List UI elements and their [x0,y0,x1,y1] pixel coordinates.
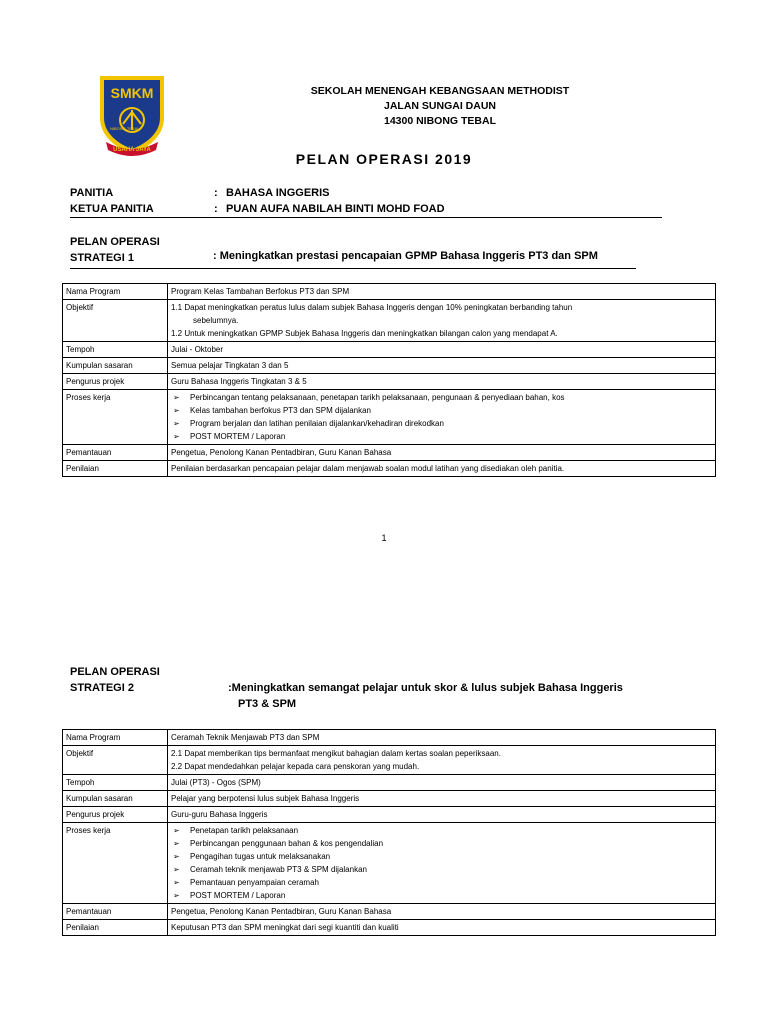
list-item-text: Kelas tambahan berfokus PT3 dan SPM dijalankan [190,406,371,415]
row-label: Pemantauan [63,445,168,461]
school-header [260,84,620,129]
table-row [63,920,716,936]
strategy2-objective [228,680,623,712]
arrow-bullet-icon: ➢ [173,419,180,428]
row-value: Program Kelas Tambahan Berfokus PT3 dan SPM [168,284,716,300]
colon: : [214,187,218,199]
table-row [63,374,716,390]
list-item [171,824,712,837]
table-row [63,300,716,342]
row-value: Keputusan PT3 dan SPM meningkat dari segi kuantiti dan kualiti [168,920,716,936]
list-item-text: Penetapan tarikh pelaksanaan [190,826,299,835]
table-row [63,445,716,461]
strategy1-heading-line2: STRATEGI 1 [70,252,134,264]
strategy2-objective-line2: PT3 & SPM [238,698,297,710]
arrow-bullet-icon: ➢ [173,891,180,900]
row-label: Tempoh [63,775,168,791]
strategy2-objective-line1: :Meningkatkan semangat pelajar untuk skor & lulus subjek Bahasa Inggeris [228,682,623,694]
table-row [63,823,716,904]
list-item [171,430,712,443]
row-value [168,746,716,775]
row-value: Ceramah Teknik Menjawab PT3 dan SPM [168,730,716,746]
table-row [63,791,716,807]
list-item-text: POST MORTEM / Laporan [190,432,286,441]
row-value: Semua pelajar Tingkatan 3 dan 5 [168,358,716,374]
arrow-bullet-icon: ➢ [173,839,180,848]
table-row [63,284,716,300]
row-value [168,823,716,904]
row-value: Pengetua, Penolong Kanan Pentadbiran, Guru Kanan Bahasa [168,445,716,461]
divider [70,268,636,269]
crest-text: SMKM [110,85,154,101]
arrow-bullet-icon: ➢ [173,878,180,887]
school-address-line1: JALAN SUNGAI DAUN [383,100,496,112]
arrow-bullet-icon: ➢ [173,393,180,402]
list-item [171,876,712,889]
crest-side-text: NIBONG TEBAL [110,126,140,131]
panitia-value: BAHASA INGGERIS [226,187,330,199]
ketua-panitia-value: PUAN AUFA NABILAH BINTI MOHD FOAD [226,203,445,215]
table-row [63,390,716,445]
row-value: Pelajar yang berpotensi lulus subjek Bahasa Inggeris [168,791,716,807]
list-item [171,889,712,902]
strategy2-heading [70,664,160,696]
list-item-text: Pengagihan tugas untuk melaksanakan [190,852,331,861]
table-row [63,807,716,823]
row-label: Pengurus projek [63,374,168,390]
panel-info [70,185,662,217]
row-label: Objektif [63,300,168,342]
list-item-text: Pemantauan penyampaian ceramah [190,878,319,887]
colon: : [214,203,218,215]
row-label: Pemantauan [63,904,168,920]
strategy1-objective: : Meningkatkan prestasi pencapaian GPMP Bahasa Inggeris PT3 dan SPM [213,250,598,262]
strategy2-table [62,729,716,936]
strategy1-table [62,283,716,477]
table-row [63,746,716,775]
objective-item-cont: sebelumnya. [193,316,239,325]
row-label: Penilaian [63,461,168,477]
row-value: Pengetua, Penolong Kanan Pentadbiran, Guru Kanan Bahasa [168,904,716,920]
objective-item: 1.1 Dapat meningkatkan peratus lulus dalam subjek Bahasa Inggeris dengan 10% peningkatan berbanding tahun [171,303,573,312]
table-row [63,904,716,920]
panitia-label: PANITIA [70,187,114,199]
row-value [168,300,716,342]
table-row [63,461,716,477]
list-item [171,850,712,863]
row-value: Guru-guru Bahasa Inggeris [168,807,716,823]
arrow-bullet-icon: ➢ [173,865,180,874]
list-item [171,837,712,850]
row-label: Tempoh [63,342,168,358]
list-item [171,404,712,417]
list-item [171,417,712,430]
strategy2-heading-line2: STRATEGI 2 [70,682,134,694]
ketua-panitia-label: KETUA PANITIA [70,203,154,215]
table-row [63,730,716,746]
row-value [168,390,716,445]
page-number: 1 [381,533,387,543]
row-label: Proses kerja [63,823,168,904]
list-item-text: Ceramah teknik menjawab PT3 & SPM dijalankan [190,865,367,874]
table-row [63,775,716,791]
row-label: Nama Program [63,284,168,300]
arrow-bullet-icon: ➢ [173,852,180,861]
strategy1-heading-line1: PELAN OPERASI [70,236,160,248]
list-item [171,391,712,404]
row-label: Penilaian [63,920,168,936]
row-value: Penilaian berdasarkan pencapaian pelajar dalam menjawab soalan modul latihan yang disediakan oleh panitia. [168,461,716,477]
arrow-bullet-icon: ➢ [173,406,180,415]
arrow-bullet-icon: ➢ [173,432,180,441]
list-item [171,863,712,876]
list-item-text: POST MORTEM / Laporan [190,891,286,900]
row-value: Julai (PT3) - Ogos (SPM) [168,775,716,791]
table-row [63,342,716,358]
list-item-text: Program berjalan dan latihan penilaian dijalankan/kehadiran direkodkan [190,419,444,428]
objective-item: 2.2 Dapat mendedahkan pelajar kepada cara penskoran yang mudah. [171,762,420,771]
row-label: Objektif [63,746,168,775]
list-item-text: Perbincangan penggunaan bahan & kos pengendalian [190,839,384,848]
table-row [63,358,716,374]
school-address-line2: 14300 NIBONG TEBAL [383,115,497,127]
divider [70,217,662,218]
objective-item: 2.1 Dapat memberikan tips bermanfaat mengikut bahagian dalam kertas soalan peperiksaan. [171,749,501,758]
document-title: PELAN OPERASI 2019 [295,151,473,167]
objective-item: 1.2 Untuk meningkatkan GPMP Subjek Bahasa Inggeris dan meningkatkan bilangan calon yang mendapat A. [171,329,558,338]
row-label: Kumpulan sasaran [63,791,168,807]
crest-ribbon-text: USAHA JAYA [113,147,151,153]
school-name: SEKOLAH MENENGAH KEBANGSAAN METHODIST [310,85,570,97]
row-value: Guru Bahasa Inggeris Tingkatan 3 & 5 [168,374,716,390]
row-label: Kumpulan sasaran [63,358,168,374]
row-label: Proses kerja [63,390,168,445]
strategy2-heading-line1: PELAN OPERASI [70,666,160,678]
school-crest-logo [96,72,168,158]
arrow-bullet-icon: ➢ [173,826,180,835]
row-label: Pengurus projek [63,807,168,823]
row-value: Julai - Oktober [168,342,716,358]
strategy1-heading [70,234,160,266]
list-item-text: Perbincangan tentang pelaksanaan, penetapan tarikh pelaksanaan, pengunaan & penyediaan bahan, kos [190,393,565,402]
row-label: Nama Program [63,730,168,746]
